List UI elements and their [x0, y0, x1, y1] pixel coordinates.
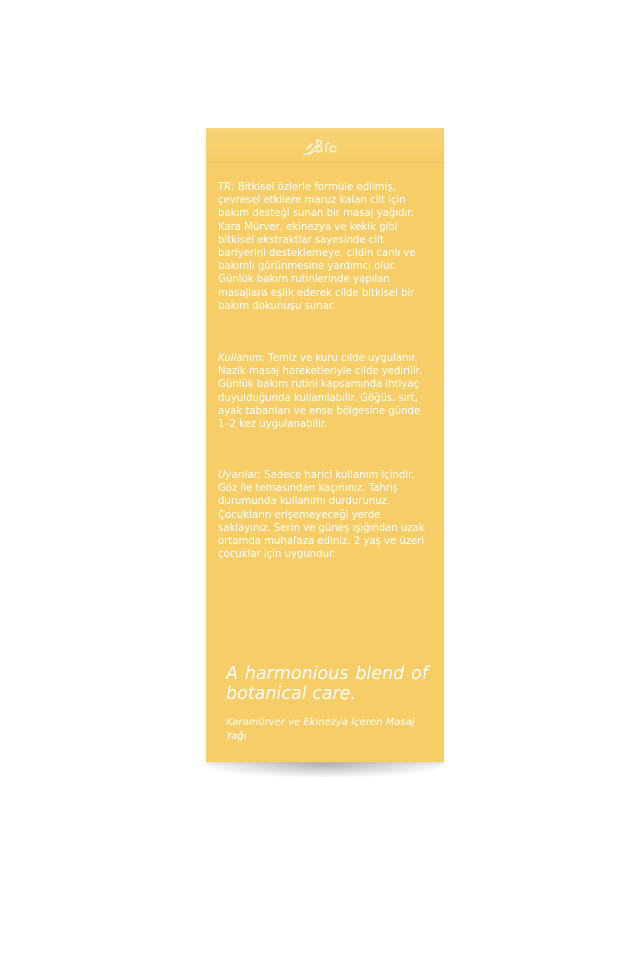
product-box: [206, 128, 444, 762]
warnings-label: Uyarılar:: [218, 470, 261, 481]
warnings-text: Sadece harici kullanım içindir. Göz ile temasından kaçınınız. Tahriş durumunda kullanımı durdurunuz. Çocukların erişemeyeceği yerde saklayınız. Serin ve güneş ışığından uzak ortamda muhafaza ediniz. 2 yaş ve üzeri çocuklar için uygundur.: [218, 470, 425, 561]
warnings-section: [218, 469, 430, 561]
usage-label: Kullanım:: [218, 353, 265, 364]
tagline: A harmonious blend of botanical care.: [226, 664, 428, 704]
usage-text: Temiz ve kuru cilde uygulanır. Nazik masaj hareketleriyle cilde yedirilir. Günlük bakım rutini kapsamında ihtiyaç duyulduğunda kullanılabilir. Göğüs, sırt, ayak tabanları ve ense bölgesine günde 1–2 kez uygulanabilir.: [218, 353, 423, 431]
usage-section: [218, 352, 430, 431]
tr-label: TR:: [218, 182, 235, 193]
box-top-flap: [206, 128, 444, 163]
product-name: Karamürver ve Ekinezya İçeren Masaj Yağı: [226, 717, 415, 742]
leaf-monogram-logo-icon: [300, 136, 338, 160]
turkish-description: [218, 181, 430, 313]
tr-text: Bitkisel özlerle formüle edilmiş, çevresel etkilere maruz kalan cilt için bakım desteği sunan bir masaj yağıdır. Kara Mürver, ekinezya ve kekik gibi bitkisel ekstraktlar sayesinde cilt bariyerini desteklemeye, cildin canlı ve bakımlı görünmesine yardımcı olur. Günlük bakım rutinlerinde yapılan masajlara eşlik ederek cilde bitkisel bir bakım dokunuşu sunar.: [218, 182, 416, 312]
